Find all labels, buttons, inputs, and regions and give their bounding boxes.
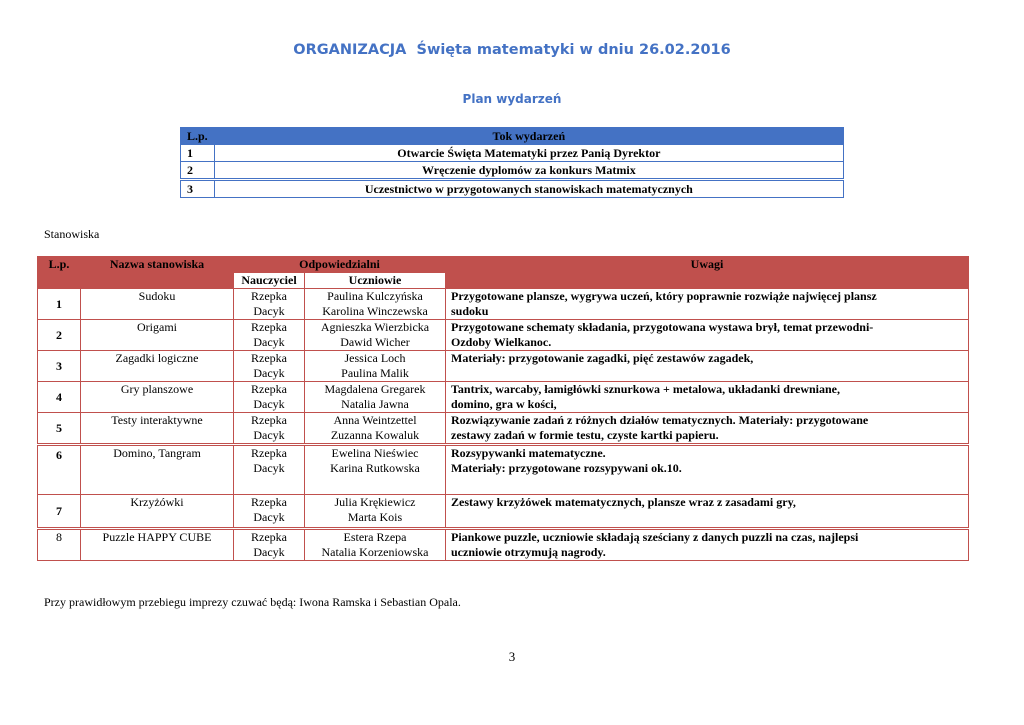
- table-row: [38, 495, 969, 529]
- station-name: Gry planszowe: [81, 382, 234, 413]
- table-row: [38, 413, 969, 445]
- station-students: Magdalena Gregarek Natalia Jawna: [305, 382, 446, 413]
- station-num: 1: [38, 289, 81, 320]
- station-notes: Przygotowane schematy składania, przygotowana wystawa brył, temat przewodni- Ozdoby Wielkanoc.: [446, 320, 969, 351]
- header-responsible: Odpowiedzialni: [234, 257, 446, 273]
- table-row: [38, 351, 969, 382]
- section-label: Stanowiska: [44, 227, 100, 241]
- station-notes: Tantrix, warcaby, łamigłówki sznurkowa + metalowa, układanki drewniane, domino, gra w kości,: [446, 382, 969, 413]
- station-name: Domino, Tangram: [81, 445, 234, 495]
- station-name: Testy interaktywne: [81, 413, 234, 445]
- event-text: Otwarcie Święta Matematyki przez Panią Dyrektor: [214, 145, 843, 162]
- header-notes: Uwagi: [446, 257, 969, 289]
- station-students: Ewelina Nieświec Karina Rutkowska: [305, 445, 446, 495]
- station-notes: Zestawy krzyżówek matematycznych, plansze wraz z zasadami gry,: [446, 495, 969, 529]
- station-students: Agnieszka Wierzbicka Dawid Wicher: [305, 320, 446, 351]
- document-title: ORGANIZACJA Święta matematyki w dniu 26.02.2016: [293, 42, 731, 58]
- page-number: 3: [508, 649, 516, 664]
- table-row: [181, 162, 844, 180]
- station-name: Puzzle HAPPY CUBE: [81, 529, 234, 561]
- event-text: Uczestnictwo w przygotowanych stanowiskach matematycznych: [214, 180, 843, 198]
- station-name: Krzyżówki: [81, 495, 234, 529]
- station-students: Julia Krękiewicz Marta Kois: [305, 495, 446, 529]
- station-num: 8: [38, 529, 81, 561]
- table-row: [181, 180, 844, 198]
- header-students: Uczniowie: [305, 273, 446, 289]
- station-teachers: Rzepka Dacyk: [234, 445, 305, 495]
- station-num: 2: [38, 320, 81, 351]
- table-row: [181, 145, 844, 162]
- station-name: Sudoku: [81, 289, 234, 320]
- station-num: 5: [38, 413, 81, 445]
- event-num: 1: [181, 145, 215, 162]
- station-teachers: Rzepka Dacyk: [234, 320, 305, 351]
- station-students: Jessica Loch Paulina Malik: [305, 351, 446, 382]
- header-teacher: Nauczyciel: [234, 273, 305, 289]
- events-header-flow: Tok wydarzeń: [214, 128, 843, 145]
- footer-note: Przy prawidłowym przebiegu imprezy czuwać będą: Iwona Ramska i Sebastian Opala.: [44, 595, 461, 609]
- station-notes: Rozwiązywanie zadań z różnych działów tematycznych. Materiały: przygotowane zestawy zadań w formie testu, czyste kartki papieru.: [446, 413, 969, 445]
- event-num: 3: [181, 180, 215, 198]
- station-notes: Piankowe puzzle, uczniowie składają sześciany z danych puzzli na czas, najlepsi uczniowie otrzymują nagrody.: [446, 529, 969, 561]
- station-num: 4: [38, 382, 81, 413]
- station-teachers: Rzepka Dacyk: [234, 413, 305, 445]
- station-teachers: Rzepka Dacyk: [234, 382, 305, 413]
- station-students: Anna Weintzettel Zuzanna Kowaluk: [305, 413, 446, 445]
- document-subtitle: Plan wydarzeń: [462, 92, 562, 106]
- header-lp: L.p.: [38, 257, 81, 289]
- stations-table-header: [38, 257, 969, 273]
- table-row: [38, 445, 969, 495]
- station-teachers: Rzepka Dacyk: [234, 289, 305, 320]
- event-text: Wręczenie dyplomów za konkurs Matmix: [214, 162, 843, 180]
- station-name: Origami: [81, 320, 234, 351]
- station-num: 3: [38, 351, 81, 382]
- event-num: 2: [181, 162, 215, 180]
- table-row: [38, 529, 969, 561]
- events-table-header: [181, 128, 844, 145]
- station-students: Paulina Kulczyńska Karolina Winczewska: [305, 289, 446, 320]
- events-table: [180, 127, 844, 198]
- table-row: [38, 382, 969, 413]
- station-notes: Materiały: przygotowanie zagadki, pięć zestawów zagadek,: [446, 351, 969, 382]
- station-num: 7: [38, 495, 81, 529]
- table-row: [38, 289, 969, 320]
- station-notes: Przygotowane plansze, wygrywa uczeń, który poprawnie rozwiąże najwięcej plansz sudoku: [446, 289, 969, 320]
- station-teachers: Rzepka Dacyk: [234, 495, 305, 529]
- station-teachers: Rzepka Dacyk: [234, 351, 305, 382]
- station-name: Zagadki logiczne: [81, 351, 234, 382]
- station-teachers: Rzepka Dacyk: [234, 529, 305, 561]
- station-notes: Rozsypywanki matematyczne. Materiały: przygotowane rozsypywani ok.10.: [446, 445, 969, 495]
- stations-table: [37, 256, 969, 561]
- station-students: Estera Rzepa Natalia Korzeniowska: [305, 529, 446, 561]
- station-num: 6: [38, 445, 81, 495]
- table-row: [38, 320, 969, 351]
- events-header-lp: L.p.: [181, 128, 215, 145]
- header-name: Nazwa stanowiska: [81, 257, 234, 289]
